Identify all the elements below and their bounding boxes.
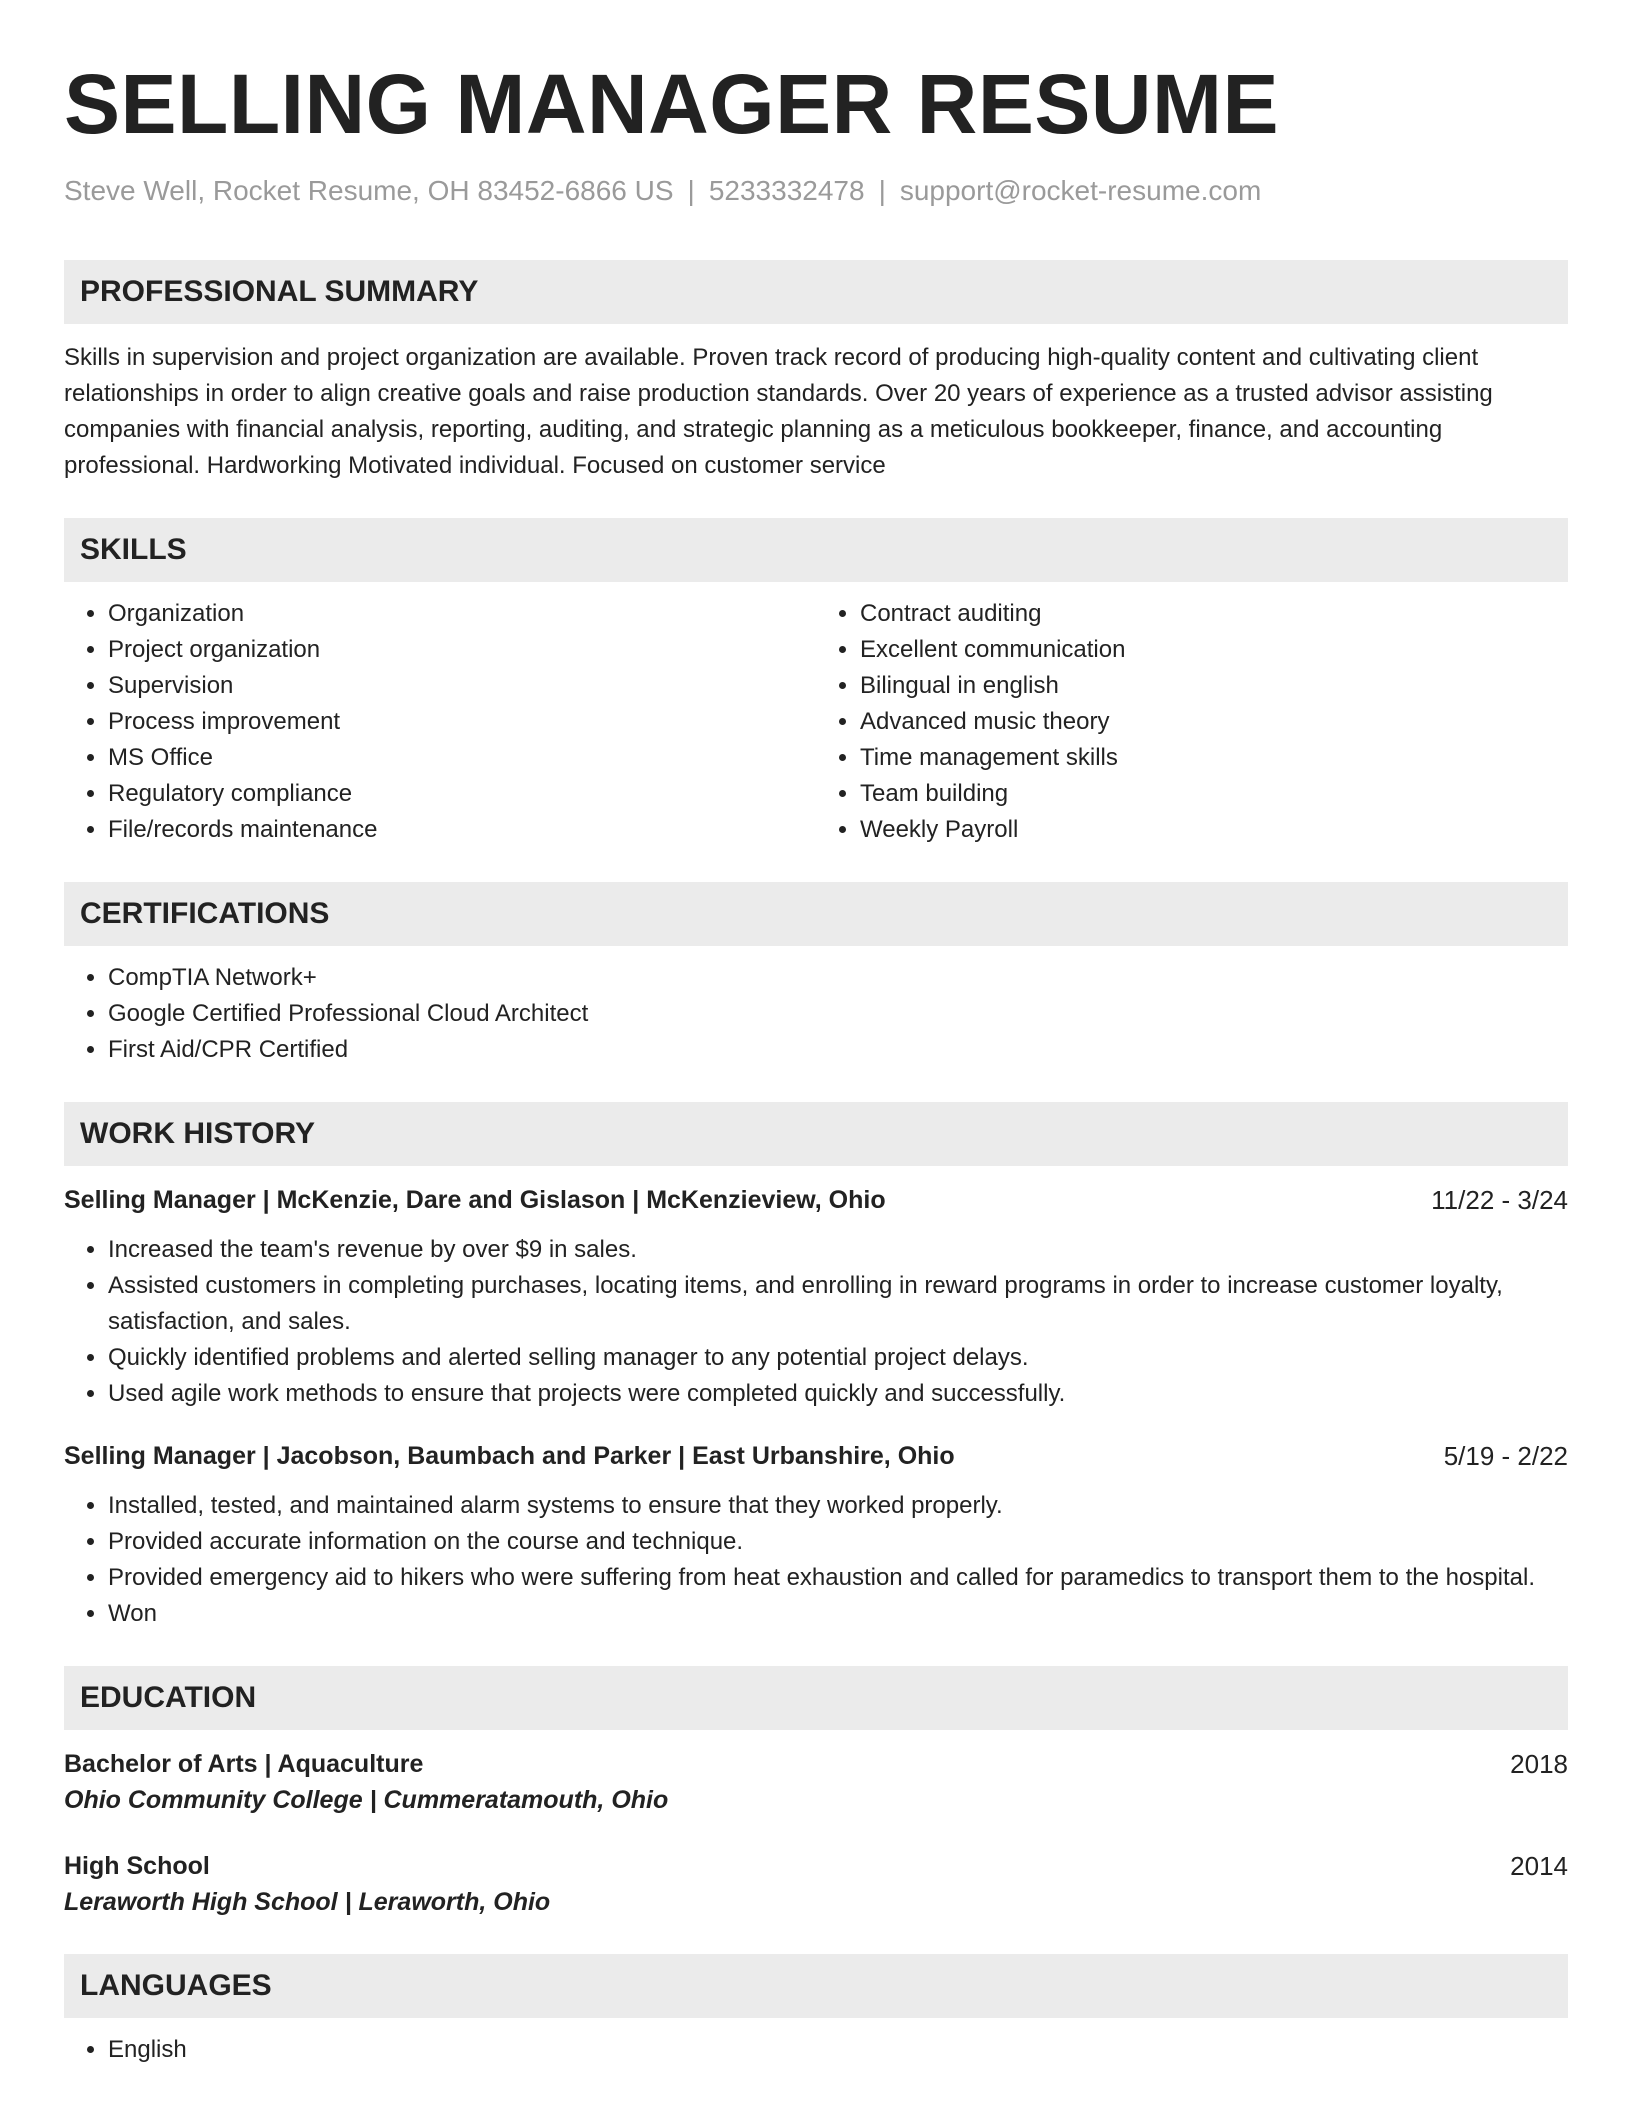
contact-separator: |	[687, 175, 695, 206]
job-title: Selling Manager | Jacobson, Baumbach and Parker | East Urbanshire, Ohio	[64, 1442, 955, 1470]
job-bullets	[64, 1232, 1568, 1412]
skill-item: • Team building	[860, 776, 1568, 812]
job-bullets	[64, 1488, 1568, 1632]
education-header	[64, 1746, 1568, 1782]
job-dates: 5/19 - 2/22	[1443, 1441, 1568, 1471]
section-header-skills: SKILLS	[64, 518, 1568, 582]
job-bullet: • Won	[108, 1596, 1568, 1632]
skill-item: • Excellent communication	[860, 632, 1568, 668]
job-header	[64, 1182, 1568, 1218]
job-bullet: • Used agile work methods to ensure that projects were completed quickly and successfully.	[108, 1376, 1568, 1412]
contact-separator: |	[878, 175, 886, 206]
certifications-list	[64, 960, 1568, 1068]
education-degree: Bachelor of Arts | Aquaculture	[64, 1750, 424, 1778]
skill-item: • Bilingual in english	[860, 668, 1568, 704]
education-school: Ohio Community College | Cummeratamouth, Ohio	[64, 1786, 669, 1814]
languages-list	[64, 2032, 1568, 2068]
education-school: Leraworth High School | Leraworth, Ohio	[64, 1888, 551, 1916]
skill-item: • Contract auditing	[860, 596, 1568, 632]
contact-line	[64, 174, 1568, 208]
skill-item: • Time management skills	[860, 740, 1568, 776]
certification-item: • CompTIA Network+	[108, 960, 1568, 996]
job-bullet: • Quickly identified problems and alerted selling manager to any potential project delays.	[108, 1340, 1568, 1376]
job-bullet: • Increased the team's revenue by over $9 in sales.	[108, 1232, 1568, 1268]
job-bullet: • Installed, tested, and maintained alarm systems to ensure that they worked properly.	[108, 1488, 1568, 1524]
job-bullet: • Provided accurate information on the course and technique.	[108, 1524, 1568, 1560]
education-degree: High School	[64, 1852, 210, 1880]
skill-item: • Organization	[108, 596, 816, 632]
job-bullet: • Provided emergency aid to hikers who were suffering from heat exhaustion and called for paramedics to transport them to the hospital.	[108, 1560, 1568, 1596]
job-bullet: • Assisted customers in completing purchases, locating items, and enrolling in reward programs in order to increase customer loyalty, satisfaction, and sales.	[108, 1268, 1568, 1340]
contact-phone: 5233332478	[708, 175, 865, 206]
skill-item: • Project organization	[108, 632, 816, 668]
skills-list-left	[64, 596, 816, 848]
skill-item: • Process improvement	[108, 704, 816, 740]
education-header	[64, 1848, 1568, 1884]
education-entry	[64, 1746, 1568, 1818]
skill-item: • MS Office	[108, 740, 816, 776]
job-entry	[64, 1182, 1568, 1412]
skill-item: • Advanced music theory	[860, 704, 1568, 740]
language-item: • English	[108, 2032, 1568, 2068]
page-title: SELLING MANAGER RESUME	[64, 57, 1280, 151]
job-title: Selling Manager | McKenzie, Dare and Gislason | McKenzieview, Ohio	[64, 1186, 886, 1214]
section-header-summary: PROFESSIONAL SUMMARY	[64, 260, 1568, 324]
section-header-languages: LANGUAGES	[64, 1954, 1568, 2018]
skills-grid	[64, 582, 1568, 848]
summary-text: Skills in supervision and project organization are available. Proven track record of producing high-quality content and cultivating client relationships in order to align creative goals and raise production standards. Over 20 years of experience as a trusted advisor assisting companies with financial analysis, reporting, auditing, and strategic planning as a meticulous bookkeeper, finance, and accounting professional. Hardworking Motivated individual. Focused on customer service	[64, 344, 1493, 479]
education-year: 2014	[1510, 1851, 1568, 1881]
skill-item: • File/records maintenance	[108, 812, 816, 848]
job-entry	[64, 1438, 1568, 1632]
job-header	[64, 1438, 1568, 1474]
skill-item: • Regulatory compliance	[108, 776, 816, 812]
skill-item: • Weekly Payroll	[860, 812, 1568, 848]
skills-list-right	[816, 596, 1568, 848]
education-entry	[64, 1848, 1568, 1920]
skill-item: • Supervision	[108, 668, 816, 704]
education-year: 2018	[1510, 1749, 1568, 1779]
contact-address: Steve Well, Rocket Resume, OH 83452-6866 US	[64, 175, 674, 206]
section-header-certifications: CERTIFICATIONS	[64, 882, 1568, 946]
section-header-education: EDUCATION	[64, 1666, 1568, 1730]
section-header-work-history: WORK HISTORY	[64, 1102, 1568, 1166]
job-dates: 11/22 - 3/24	[1431, 1185, 1568, 1215]
certification-item: • Google Certified Professional Cloud Architect	[108, 996, 1568, 1032]
contact-email[interactable]: support@rocket-resume.com	[899, 175, 1262, 206]
certification-item: • First Aid/CPR Certified	[108, 1032, 1568, 1068]
